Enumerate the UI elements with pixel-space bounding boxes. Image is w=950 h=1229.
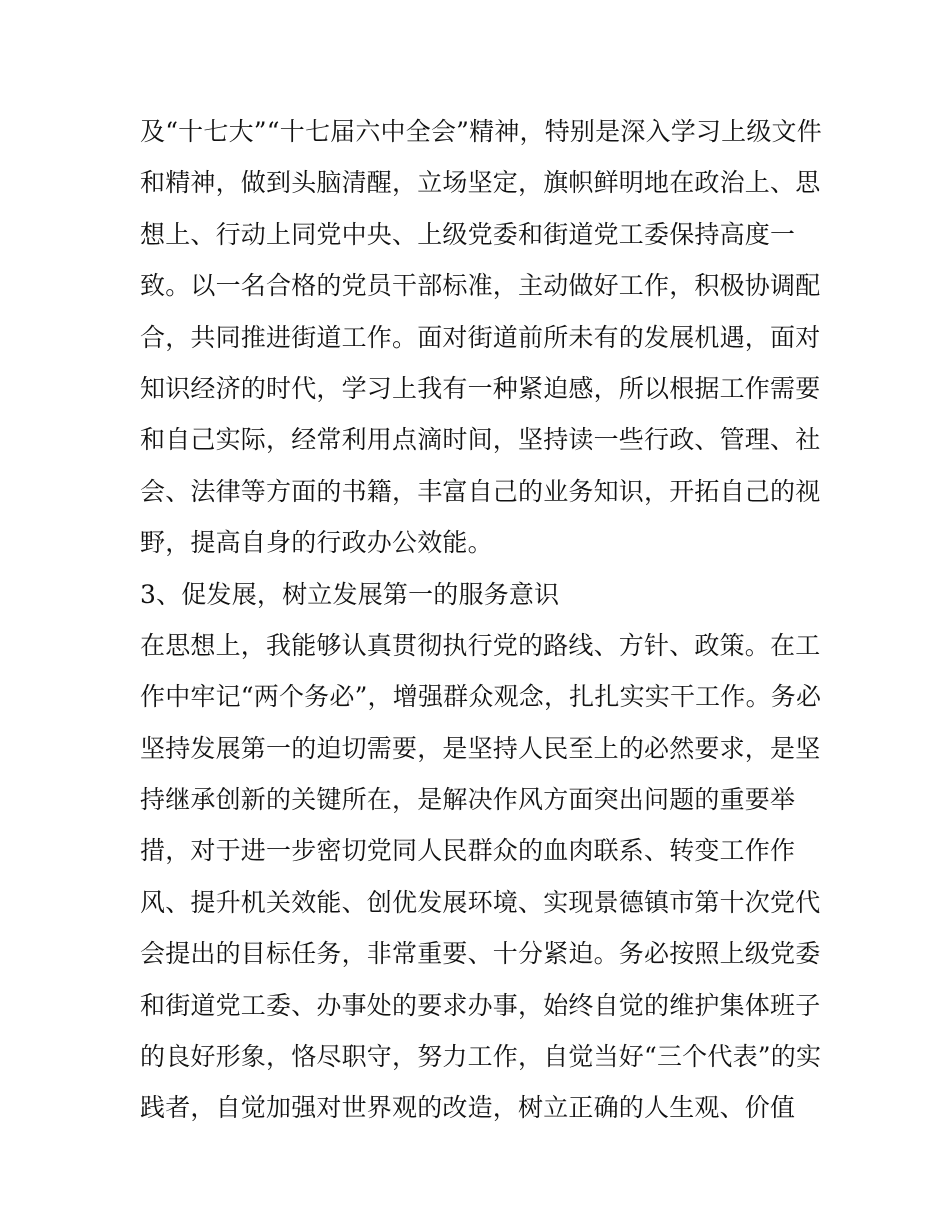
text-line: 会提出的目标任务，非常重要、十分紧迫。务必按照上级党委 [140,939,821,969]
text-line: 措，对于进一步密切党同人民群众的血肉联系、转变工作作 [140,836,796,866]
text-line: 知识经济的时代，学习上我有一种紧迫感，所以根据工作需要 [140,373,821,403]
text-line: 想上、行动上同党中央、上级党委和街道党工委保持高度一 [140,219,796,249]
text-line: 及“十七大”“十七届六中全会”精神，特别是深入学习上级文件 [140,117,822,146]
text-line: 和自己实际，经常利用点滴时间，坚持读一些行政、管理、社 [140,425,821,455]
text-line: 致。以一名合格的党员干部标准，主动做好工作，积极协调配 [140,271,821,301]
section-heading: 3、促发展，树立发展第一的服务意识 [140,579,560,609]
text-line: 作中牢记“两个务必”，增强群众观念，扎扎实实干工作。务必 [140,682,822,712]
text-line: 野，提高自身的行政办公效能。 [140,528,493,558]
text-line: 会、法律等方面的书籍，丰富自己的业务知识，开拓自己的视 [140,476,821,506]
text-line: 在思想上，我能够认真贯彻执行党的路线、方针、政策。在工 [140,630,821,660]
body-text [140,106,820,1134]
text-line: 和精神，做到头脑清醒，立场坚定，旗帜鲜明地在政治上、思 [140,168,821,198]
text-line: 践者，自觉加强对世界观的改造，树立正确的人生观、价值 [140,1093,796,1123]
text-line: 合，共同推进街道工作。面对街道前所未有的发展机遇，面对 [140,322,821,352]
text-line: 风、提升机关效能、创优发展环境、实现景德镇市第十次党代 [140,887,821,917]
text-line: 持继承创新的关键所在，是解决作风方面突出问题的重要举 [140,785,796,815]
text-line: 坚持发展第一的迫切需要，是坚持人民至上的必然要求，是坚 [140,733,821,763]
text-line: 和街道党工委、办事处的要求办事，始终自觉的维护集体班子 [140,990,821,1020]
text-line: 的良好形象，恪尽职守，努力工作，自觉当好“三个代表”的实 [140,1042,822,1072]
